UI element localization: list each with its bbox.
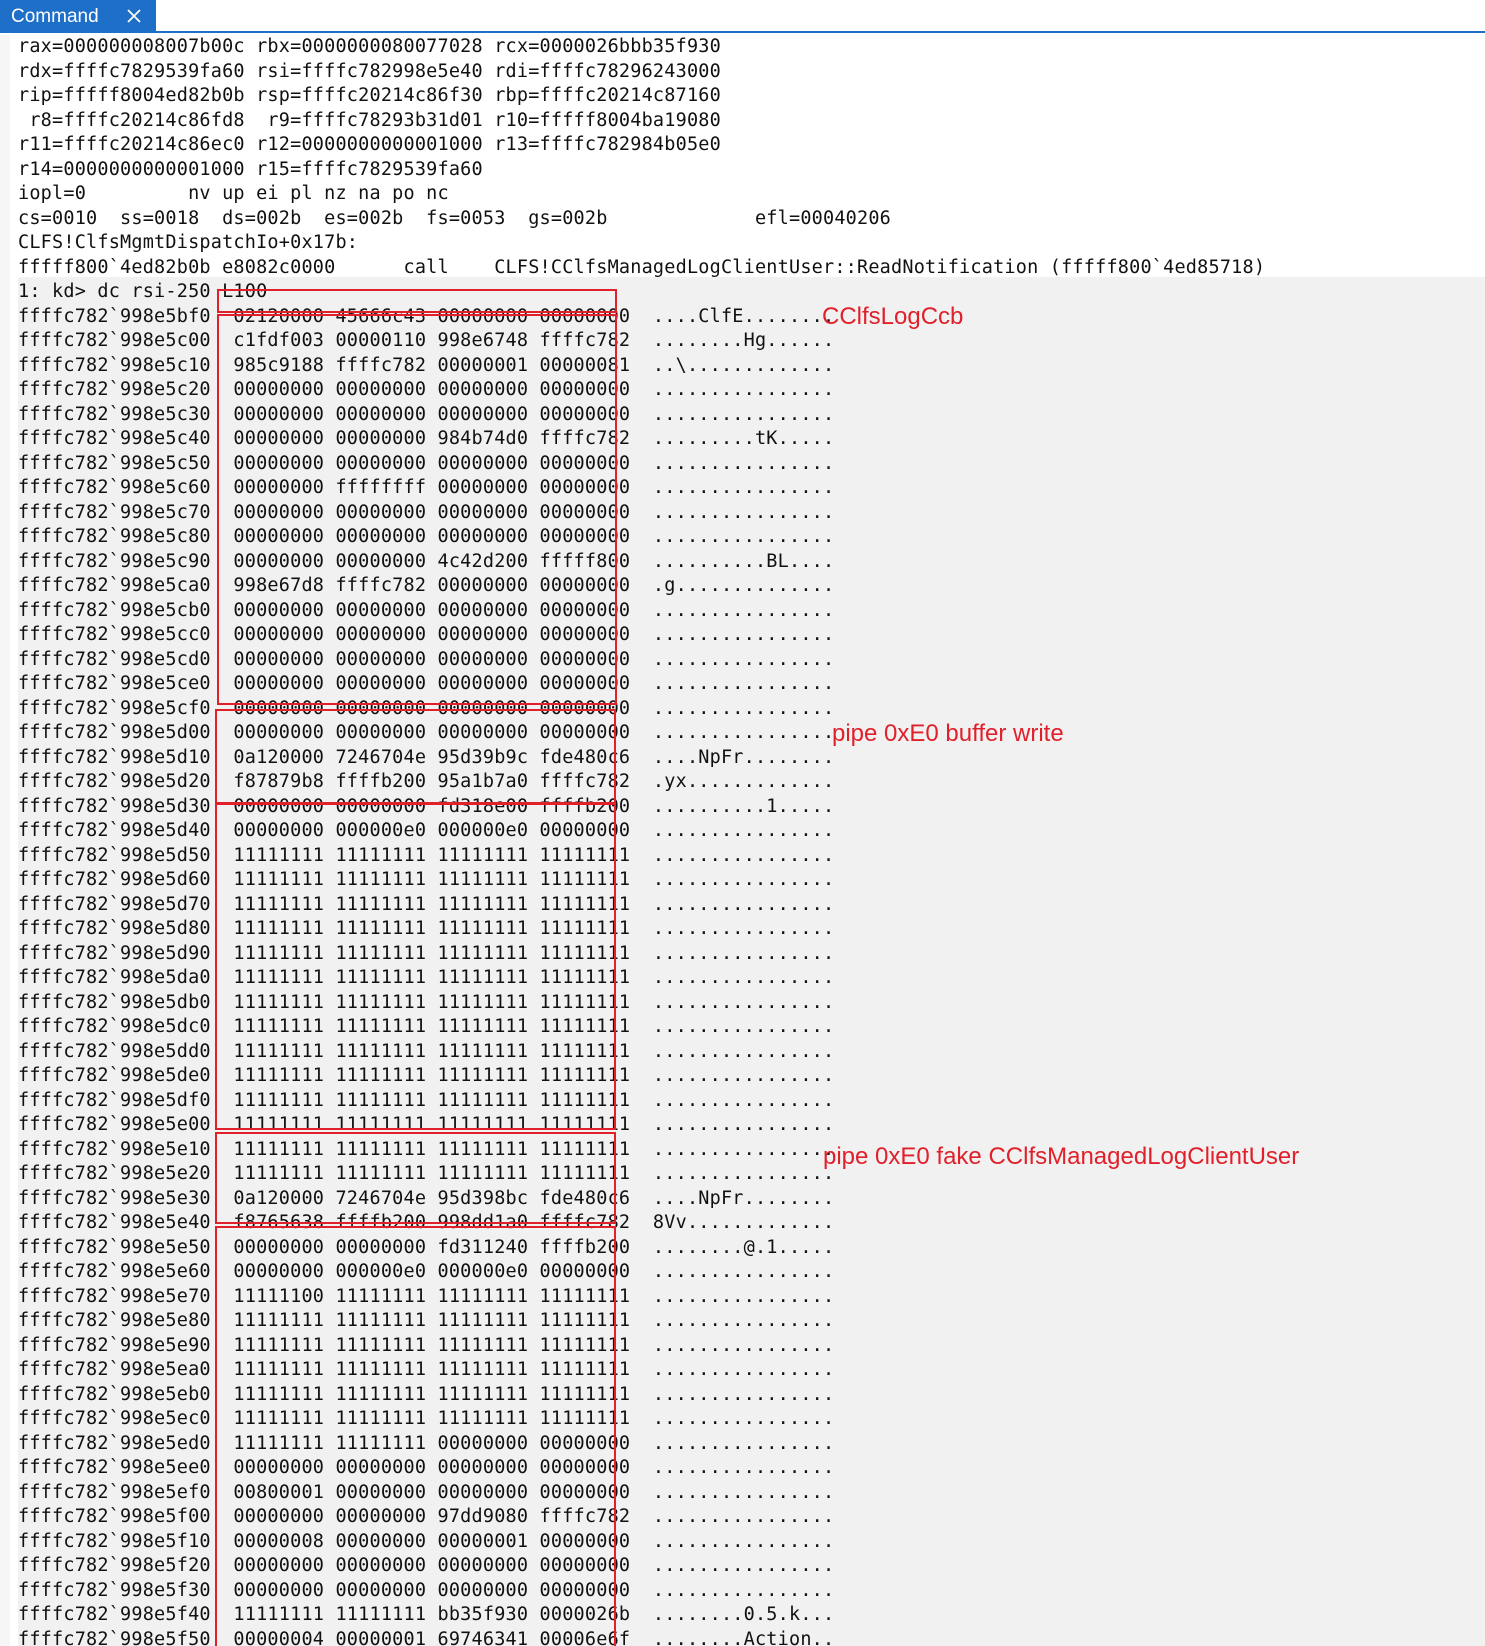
dump-row: ffffc782`998e5da0 11111111 11111111 11111111 11111111 ................ <box>18 967 835 988</box>
dump-row: ffffc782`998e5ee0 00000000 00000000 00000000 00000000 ................ <box>18 1457 835 1478</box>
register-line: rdx=ffffc7829539fa60 rsi=ffffc782998e5e40 rdi=ffffc78296243000 <box>18 60 721 82</box>
pipe-fake-header-box <box>215 1132 616 1224</box>
dump-row: ffffc782`998e5eb0 11111111 11111111 11111111 11111111 ................ <box>18 1383 835 1405</box>
dump-row: ffffc782`998e5c10 985c9188 ffffc782 00000001 00000081 ..\............. <box>18 354 835 376</box>
register-line: cs=0010 ss=0018 ds=002b es=002b fs=0053 gs=002b efl=00040206 <box>18 207 892 229</box>
dump-row: ffffc782`998e5cf0 00000000 00000000 00000000 00000000 ................ <box>18 697 835 719</box>
dump-row: ffffc782`998e5f30 00000000 00000000 00000000 00000000 ................ <box>18 1579 835 1601</box>
ccb-annotation: CClfsLogCcb <box>822 303 964 330</box>
dump-row: ffffc782`998e5ef0 00800001 00000000 00000000 00000000 ................ <box>18 1481 835 1503</box>
dump-row: ffffc782`998e5c00 c1fdf003 00000110 998e6748 ffffc782 ........Hg...... <box>18 330 835 351</box>
dump-row: ffffc782`998e5d50 11111111 11111111 11111111 11111111 ................ <box>18 844 835 866</box>
ccb-body-box <box>217 314 617 705</box>
dump-row: ffffc782`998e5cb0 00000000 00000000 00000000 00000000 ................ <box>18 599 835 621</box>
register-line: r14=0000000000001000 r15=ffffc7829539fa60 <box>18 158 483 180</box>
command-line: 1: kd> dc rsi-250 L100 <box>18 281 268 302</box>
dump-row: ffffc782`998e5ed0 11111111 11111111 00000000 00000000 ................ <box>18 1432 835 1454</box>
dump-row: ffffc782`998e5c70 00000000 00000000 00000000 00000000 ................ <box>18 501 835 523</box>
dump-row: ffffc782`998e5c90 00000000 00000000 4c42d200 fffff800 ..........BL.... <box>18 550 835 572</box>
dump-row: ffffc782`998e5f50 00000004 00000001 69746341 00006e6f ........Action.. <box>18 1628 835 1646</box>
dump-row: ffffc782`998e5cc0 00000000 00000000 00000000 00000000 ................ <box>18 624 835 645</box>
dump-row: ffffc782`998e5d40 00000000 000000e0 000000e0 00000000 ................ <box>18 820 835 841</box>
dump-row: ffffc782`998e5e30 0a120000 7246704e 95d398bc fde480c6 ....NpFr........ <box>18 1187 835 1209</box>
dump-row: ffffc782`998e5d60 11111111 11111111 11111111 11111111 ................ <box>18 869 835 890</box>
register-line: rax=000000008007b00c rbx=0000000080077028 rcx=0000026bbb35f930 <box>18 36 721 57</box>
tab-command[interactable] <box>0 0 156 33</box>
dump-row: ffffc782`998e5dd0 11111111 11111111 11111111 11111111 ................ <box>18 1040 835 1062</box>
dump-row: ffffc782`998e5f00 00000000 00000000 97dd9080 ffffc782 ................ <box>18 1506 835 1527</box>
dump-row: ffffc782`998e5e00 11111111 11111111 11111111 11111111 ................ <box>18 1114 835 1135</box>
dump-row: ffffc782`998e5e80 11111111 11111111 11111111 11111111 ................ <box>18 1310 835 1331</box>
command-tabbar <box>0 0 1485 33</box>
register-line: r8=ffffc20214c86fd8 r9=ffffc78293b31d01 r10=fffff8004ba19080 <box>18 109 721 131</box>
pipe-fake-data-box <box>215 1226 616 1646</box>
dump-row: ffffc782`998e5d80 11111111 11111111 11111111 11111111 ................ <box>18 918 835 939</box>
ccb-header-box <box>217 289 617 313</box>
register-line: rip=fffff8004ed82b0b rsp=ffffc20214c86f30 rbp=ffffc20214c87160 <box>18 85 721 106</box>
dump-row: ffffc782`998e5e40 f8765638 ffffb200 998dd1a0 ffffc782 8Vv............. <box>18 1212 835 1233</box>
dump-row: ffffc782`998e5de0 11111111 11111111 11111111 11111111 ................ <box>18 1065 835 1086</box>
dump-row: ffffc782`998e5c20 00000000 00000000 00000000 00000000 ................ <box>18 379 835 400</box>
dump-row: ffffc782`998e5e70 11111100 11111111 11111111 11111111 ................ <box>18 1285 835 1307</box>
dump-row: ffffc782`998e5e10 11111111 11111111 11111111 11111111 ................ <box>18 1138 835 1160</box>
dump-row: ffffc782`998e5bf0 02120000 45666c43 00000000 00000000 ....ClfE........ <box>18 305 835 327</box>
dump-row: ffffc782`998e5f10 00000008 00000000 00000001 00000000 ................ <box>18 1530 835 1552</box>
dump-row: ffffc782`998e5d90 11111111 11111111 11111111 11111111 ................ <box>18 942 835 964</box>
pipe-write-header-box <box>215 709 616 804</box>
dump-row: ffffc782`998e5ec0 11111111 11111111 11111111 11111111 ................ <box>18 1408 835 1429</box>
pipe-write-data-box <box>215 803 616 1130</box>
dump-row: ffffc782`998e5dc0 11111111 11111111 11111111 11111111 ................ <box>18 1016 835 1037</box>
dump-row: ffffc782`998e5cd0 00000000 00000000 00000000 00000000 ................ <box>18 648 835 670</box>
dump-row: ffffc782`998e5e50 00000000 00000000 fd311240 ffffb200 ........@.1..... <box>18 1236 835 1258</box>
dump-row: ffffc782`998e5e60 00000000 000000e0 000000e0 00000000 ................ <box>18 1261 835 1282</box>
dump-row: ffffc782`998e5c80 00000000 00000000 00000000 00000000 ................ <box>18 526 835 547</box>
dump-row: ffffc782`998e5e20 11111111 11111111 11111111 11111111 ................ <box>18 1163 835 1184</box>
dump-row: ffffc782`998e5df0 11111111 11111111 11111111 11111111 ................ <box>18 1089 835 1111</box>
output-text <box>18 35 1265 1646</box>
dump-row: ffffc782`998e5d20 f87879b8 ffffb200 95a1b7a0 ffffc782 .yx............. <box>18 771 835 792</box>
dump-row: ffffc782`998e5f40 11111111 11111111 bb35f930 0000026b ........0.5.k... <box>18 1604 835 1625</box>
dump-row: ffffc782`998e5e90 11111111 11111111 11111111 11111111 ................ <box>18 1334 835 1356</box>
dump-row: ffffc782`998e5c40 00000000 00000000 984b74d0 ffffc782 .........tK..... <box>18 428 835 449</box>
dump-row: ffffc782`998e5f20 00000000 00000000 00000000 00000000 ................ <box>18 1555 835 1576</box>
command-output[interactable] <box>18 35 1485 1646</box>
dump-row: ffffc782`998e5ea0 11111111 11111111 11111111 11111111 ................ <box>18 1359 835 1380</box>
dump-row: ffffc782`998e5d00 00000000 00000000 00000000 00000000 ................ <box>18 722 835 743</box>
register-line: CLFS!ClfsMgmtDispatchIo+0x17b: <box>18 232 359 253</box>
dump-row: ffffc782`998e5d70 11111111 11111111 11111111 11111111 ................ <box>18 893 835 915</box>
dump-row: ffffc782`998e5c60 00000000 ffffffff 00000000 00000000 ................ <box>18 477 835 498</box>
close-icon[interactable] <box>124 6 144 26</box>
dump-row: ffffc782`998e5db0 11111111 11111111 11111111 11111111 ................ <box>18 991 835 1013</box>
dump-row: ffffc782`998e5ca0 998e67d8 ffffc782 00000000 00000000 .g.............. <box>18 575 835 596</box>
dump-row: ffffc782`998e5ce0 00000000 00000000 00000000 00000000 ................ <box>18 673 835 694</box>
register-line: fffff800`4ed82b0b e8082c0000 call CLFS!CClfsManagedLogClientUser::ReadNotification (fffff800`4ed85718) <box>18 256 1266 278</box>
dump-row: ffffc782`998e5d10 0a120000 7246704e 95d39b9c fde480c6 ....NpFr........ <box>18 746 835 768</box>
pipe-write-annotation: pipe 0xE0 buffer write <box>832 720 1064 747</box>
tab-command-label: Command <box>11 5 99 27</box>
dump-row: ffffc782`998e5c50 00000000 00000000 00000000 00000000 ................ <box>18 452 835 474</box>
dump-row: ffffc782`998e5c30 00000000 00000000 00000000 00000000 ................ <box>18 403 835 425</box>
gutter <box>0 35 10 1646</box>
register-line: iopl=0 nv up ei pl nz na po nc <box>18 183 449 204</box>
dump-row: ffffc782`998e5d30 00000000 00000000 fd318e00 ffffb200 ..........1..... <box>18 795 835 817</box>
register-line: r11=ffffc20214c86ec0 r12=0000000000001000 r13=ffffc782984b05e0 <box>18 134 721 155</box>
pipe-fake-annotation: pipe 0xE0 fake CClfsManagedLogClientUser <box>823 1143 1300 1170</box>
